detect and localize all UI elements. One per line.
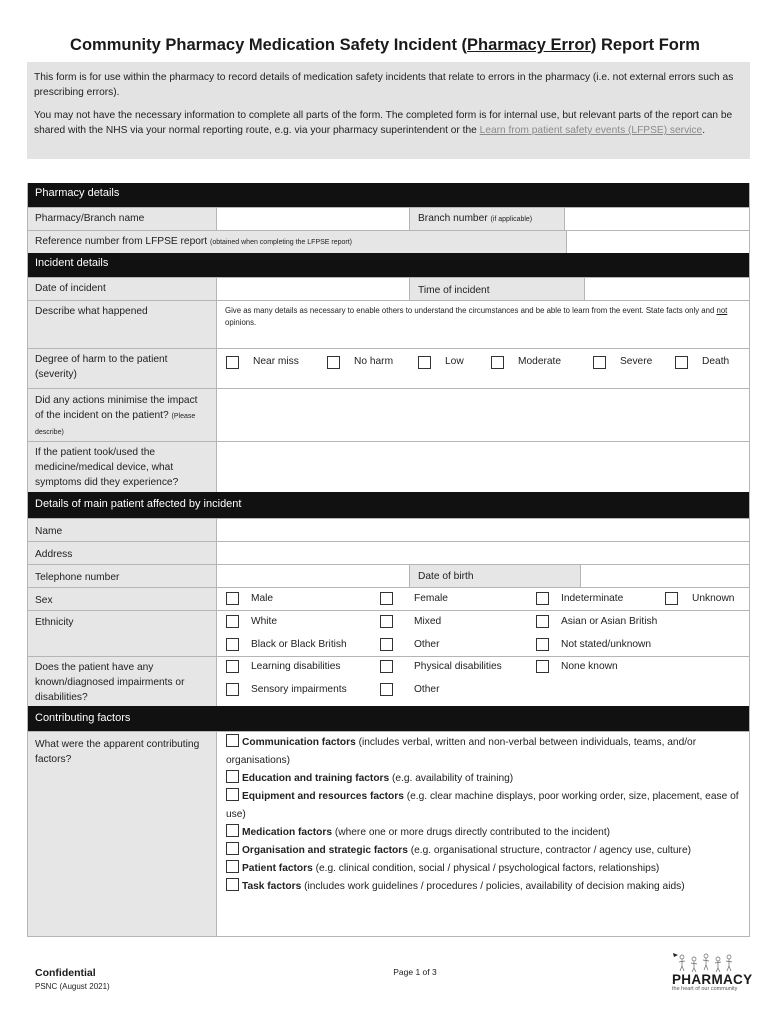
- ethnicity-not-stated-checkbox[interactable]: [536, 638, 549, 651]
- dob-label: Date of birth: [410, 565, 581, 587]
- section-header-incident: Incident details: [27, 253, 750, 277]
- telephone-label: Telephone number: [27, 565, 217, 587]
- harm-moderate-label: Moderate: [518, 356, 562, 367]
- section-header-contributing: Contributing factors: [27, 706, 750, 731]
- sex-indeterminate-checkbox[interactable]: [536, 592, 549, 605]
- intro-paragraph-2: You may not have the necessary information to complete all parts of the form. The completed form is for internal use, but relevant parts of the report can be shared with the NHS via your normal reporting route, e.g. via your pharmacy superintendent or the Learn from patient safety events (LFPSE) service.: [34, 110, 733, 136]
- row-impairments: [27, 656, 750, 706]
- row-describe: [27, 300, 750, 348]
- harm-no-harm-label: No harm: [354, 356, 394, 367]
- factor-patient-checkbox[interactable]: [226, 860, 239, 873]
- row-sex: [27, 587, 750, 610]
- describe-hint: Give as many details as necessary to enable others to understand the circumstances and be able to learn from the event. State facts only and not opinions.: [225, 306, 728, 327]
- impairment-none-checkbox[interactable]: [536, 660, 549, 673]
- ethnicity-asian-checkbox[interactable]: [536, 615, 549, 628]
- intro-paragraph-1: This form is for use within the pharmacy to record details of medication safety incidents that relate to errors in the pharmacy (i.e. not external errors such as prescribing errors).: [34, 72, 734, 98]
- time-of-incident-field[interactable]: [585, 278, 750, 300]
- factor-education-checkbox[interactable]: [226, 770, 239, 783]
- dob-field[interactable]: [581, 565, 750, 587]
- date-of-incident-field[interactable]: [217, 278, 410, 300]
- impairment-learning-label: Learning disabilities: [251, 661, 341, 672]
- sex-indeterminate-label: Indeterminate: [561, 593, 624, 604]
- ethnicity-label: Ethnicity: [27, 611, 217, 656]
- impairment-sensory-checkbox[interactable]: [226, 683, 239, 696]
- sex-male-label: Male: [251, 593, 274, 604]
- harm-no-harm-checkbox[interactable]: [327, 356, 340, 369]
- factor-communication: Communication factors (includes verbal, written and non-verbal between individuals, teams, and/or organisations): [226, 734, 746, 770]
- section-header-pharmacy: Pharmacy details: [27, 183, 750, 207]
- harm-low-checkbox[interactable]: [418, 356, 431, 369]
- factor-communication-checkbox[interactable]: [226, 734, 239, 747]
- factor-task: Task factors (includes work guidelines / procedures / policies, availability of decision making aids): [226, 878, 746, 896]
- ethnicity-asian-label: Asian or Asian British: [561, 616, 658, 627]
- contributing-question-label: What were the apparent contributing factors?: [27, 732, 217, 937]
- harm-death-checkbox[interactable]: [675, 356, 688, 369]
- row-address: [27, 541, 750, 564]
- ethnicity-mixed-checkbox[interactable]: [380, 615, 393, 628]
- impairments-label: Does the patient have any known/diagnosed impairments or disabilities?: [27, 657, 217, 706]
- harm-near-miss-checkbox[interactable]: [226, 356, 239, 369]
- footer-confidential: Confidential: [35, 967, 96, 979]
- factor-equipment-checkbox[interactable]: [226, 788, 239, 801]
- contributing-factors-list: [226, 734, 746, 896]
- row-contributing: [27, 731, 750, 937]
- sex-male-checkbox[interactable]: [226, 592, 239, 605]
- harm-near-miss-label: Near miss: [253, 356, 299, 367]
- harm-label: Degree of harm to the patient (severity): [27, 349, 217, 388]
- footer-page-number: Page 1 of 3: [393, 967, 437, 977]
- ethnicity-white-checkbox[interactable]: [226, 615, 239, 628]
- sex-female-label: Female: [414, 593, 448, 604]
- row-reference: [27, 230, 750, 253]
- impairment-other-label: Other: [414, 684, 440, 695]
- impairment-sensory-label: Sensory impairments: [251, 684, 347, 695]
- pharmacy-logo-text: PHARMACY: [672, 972, 753, 987]
- footer-version: PSNC (August 2021): [35, 982, 110, 991]
- row-date-time: [27, 277, 750, 300]
- branch-number-field[interactable]: [565, 208, 750, 230]
- reference-field[interactable]: [567, 231, 750, 253]
- describe-label: Describe what happened: [27, 301, 217, 348]
- factor-patient: Patient factors (e.g. clinical condition, social / physical / psychological factors, relationships): [226, 860, 746, 878]
- impairment-physical-label: Physical disabilities: [414, 661, 502, 672]
- intro-box: [27, 62, 750, 159]
- sex-label: Sex: [27, 588, 217, 610]
- harm-severe-checkbox[interactable]: [593, 356, 606, 369]
- row-harm: [27, 348, 750, 388]
- ethnicity-mixed-label: Mixed: [414, 616, 442, 627]
- impairment-learning-checkbox[interactable]: [226, 660, 239, 673]
- row-name: [27, 518, 750, 541]
- symptoms-field[interactable]: [217, 442, 750, 492]
- sex-unknown-checkbox[interactable]: [665, 592, 678, 605]
- factor-organisation: Organisation and strategic factors (e.g. organisational structure, contractor / agency use, culture): [226, 842, 746, 860]
- factor-equipment: Equipment and resources factors (e.g. clear machine displays, poor working order, size, placement, ease of use): [226, 788, 746, 824]
- factor-medication-checkbox[interactable]: [226, 824, 239, 837]
- ethnicity-black-label: Black or Black British: [251, 639, 347, 650]
- sex-unknown-label: Unknown: [692, 593, 735, 604]
- pharmacy-logo-tagline: the heart of our community: [672, 986, 738, 992]
- sex-female-checkbox[interactable]: [380, 592, 393, 605]
- row-actions: [27, 388, 750, 441]
- actions-field[interactable]: [217, 389, 750, 441]
- telephone-field[interactable]: [217, 565, 410, 587]
- impairment-other-checkbox[interactable]: [380, 683, 393, 696]
- factor-organisation-checkbox[interactable]: [226, 842, 239, 855]
- harm-death-label: Death: [702, 356, 730, 367]
- symptoms-label: If the patient took/used the medicine/medical device, what symptoms did they experience?: [27, 442, 217, 492]
- actions-label: Did any actions minimise the impact of the incident on the patient? (Please describe): [27, 389, 217, 441]
- patient-name-field[interactable]: [217, 519, 750, 541]
- time-of-incident-label: Time of incident: [410, 278, 585, 300]
- date-of-incident-label: Date of incident: [27, 278, 217, 300]
- row-ethnicity: [27, 610, 750, 656]
- reference-label: Reference number from LFPSE report (obtained when completing the LFPSE report): [27, 231, 567, 253]
- patient-address-label: Address: [27, 542, 217, 564]
- patient-address-field[interactable]: [217, 542, 750, 564]
- ethnicity-black-checkbox[interactable]: [226, 638, 239, 651]
- form-title: Community Pharmacy Medication Safety Incident (Pharmacy Error) Report Form: [70, 36, 700, 54]
- describe-field[interactable]: [217, 301, 750, 348]
- branch-number-label: Branch number (if applicable): [410, 208, 565, 230]
- row-telephone: [27, 564, 750, 587]
- ethnicity-other-label: Other: [414, 639, 440, 650]
- factor-education: Education and training factors (e.g. availability of training): [226, 770, 746, 788]
- ethnicity-white-label: White: [251, 616, 278, 627]
- lfpse-link[interactable]: Learn from patient safety events (LFPSE) service: [479, 125, 703, 136]
- row-symptoms: [27, 441, 750, 492]
- factor-medication: Medication factors (where one or more drugs directly contributed to the incident): [226, 824, 746, 842]
- ethnicity-other-checkbox[interactable]: [380, 638, 393, 651]
- row-branch: [27, 207, 750, 230]
- ethnicity-not-stated-label: Not stated/unknown: [561, 639, 652, 650]
- factor-task-checkbox[interactable]: [226, 878, 239, 891]
- impairment-physical-checkbox[interactable]: [380, 660, 393, 673]
- harm-low-label: Low: [445, 356, 464, 367]
- section-header-patient: Details of main patient affected by incident: [27, 492, 750, 518]
- branch-name-label: Pharmacy/Branch name: [27, 208, 217, 230]
- harm-moderate-checkbox[interactable]: [491, 356, 504, 369]
- branch-name-field[interactable]: [217, 208, 410, 230]
- impairment-none-label: None known: [561, 661, 618, 672]
- patient-name-label: Name: [27, 519, 217, 541]
- harm-severe-label: Severe: [620, 356, 653, 367]
